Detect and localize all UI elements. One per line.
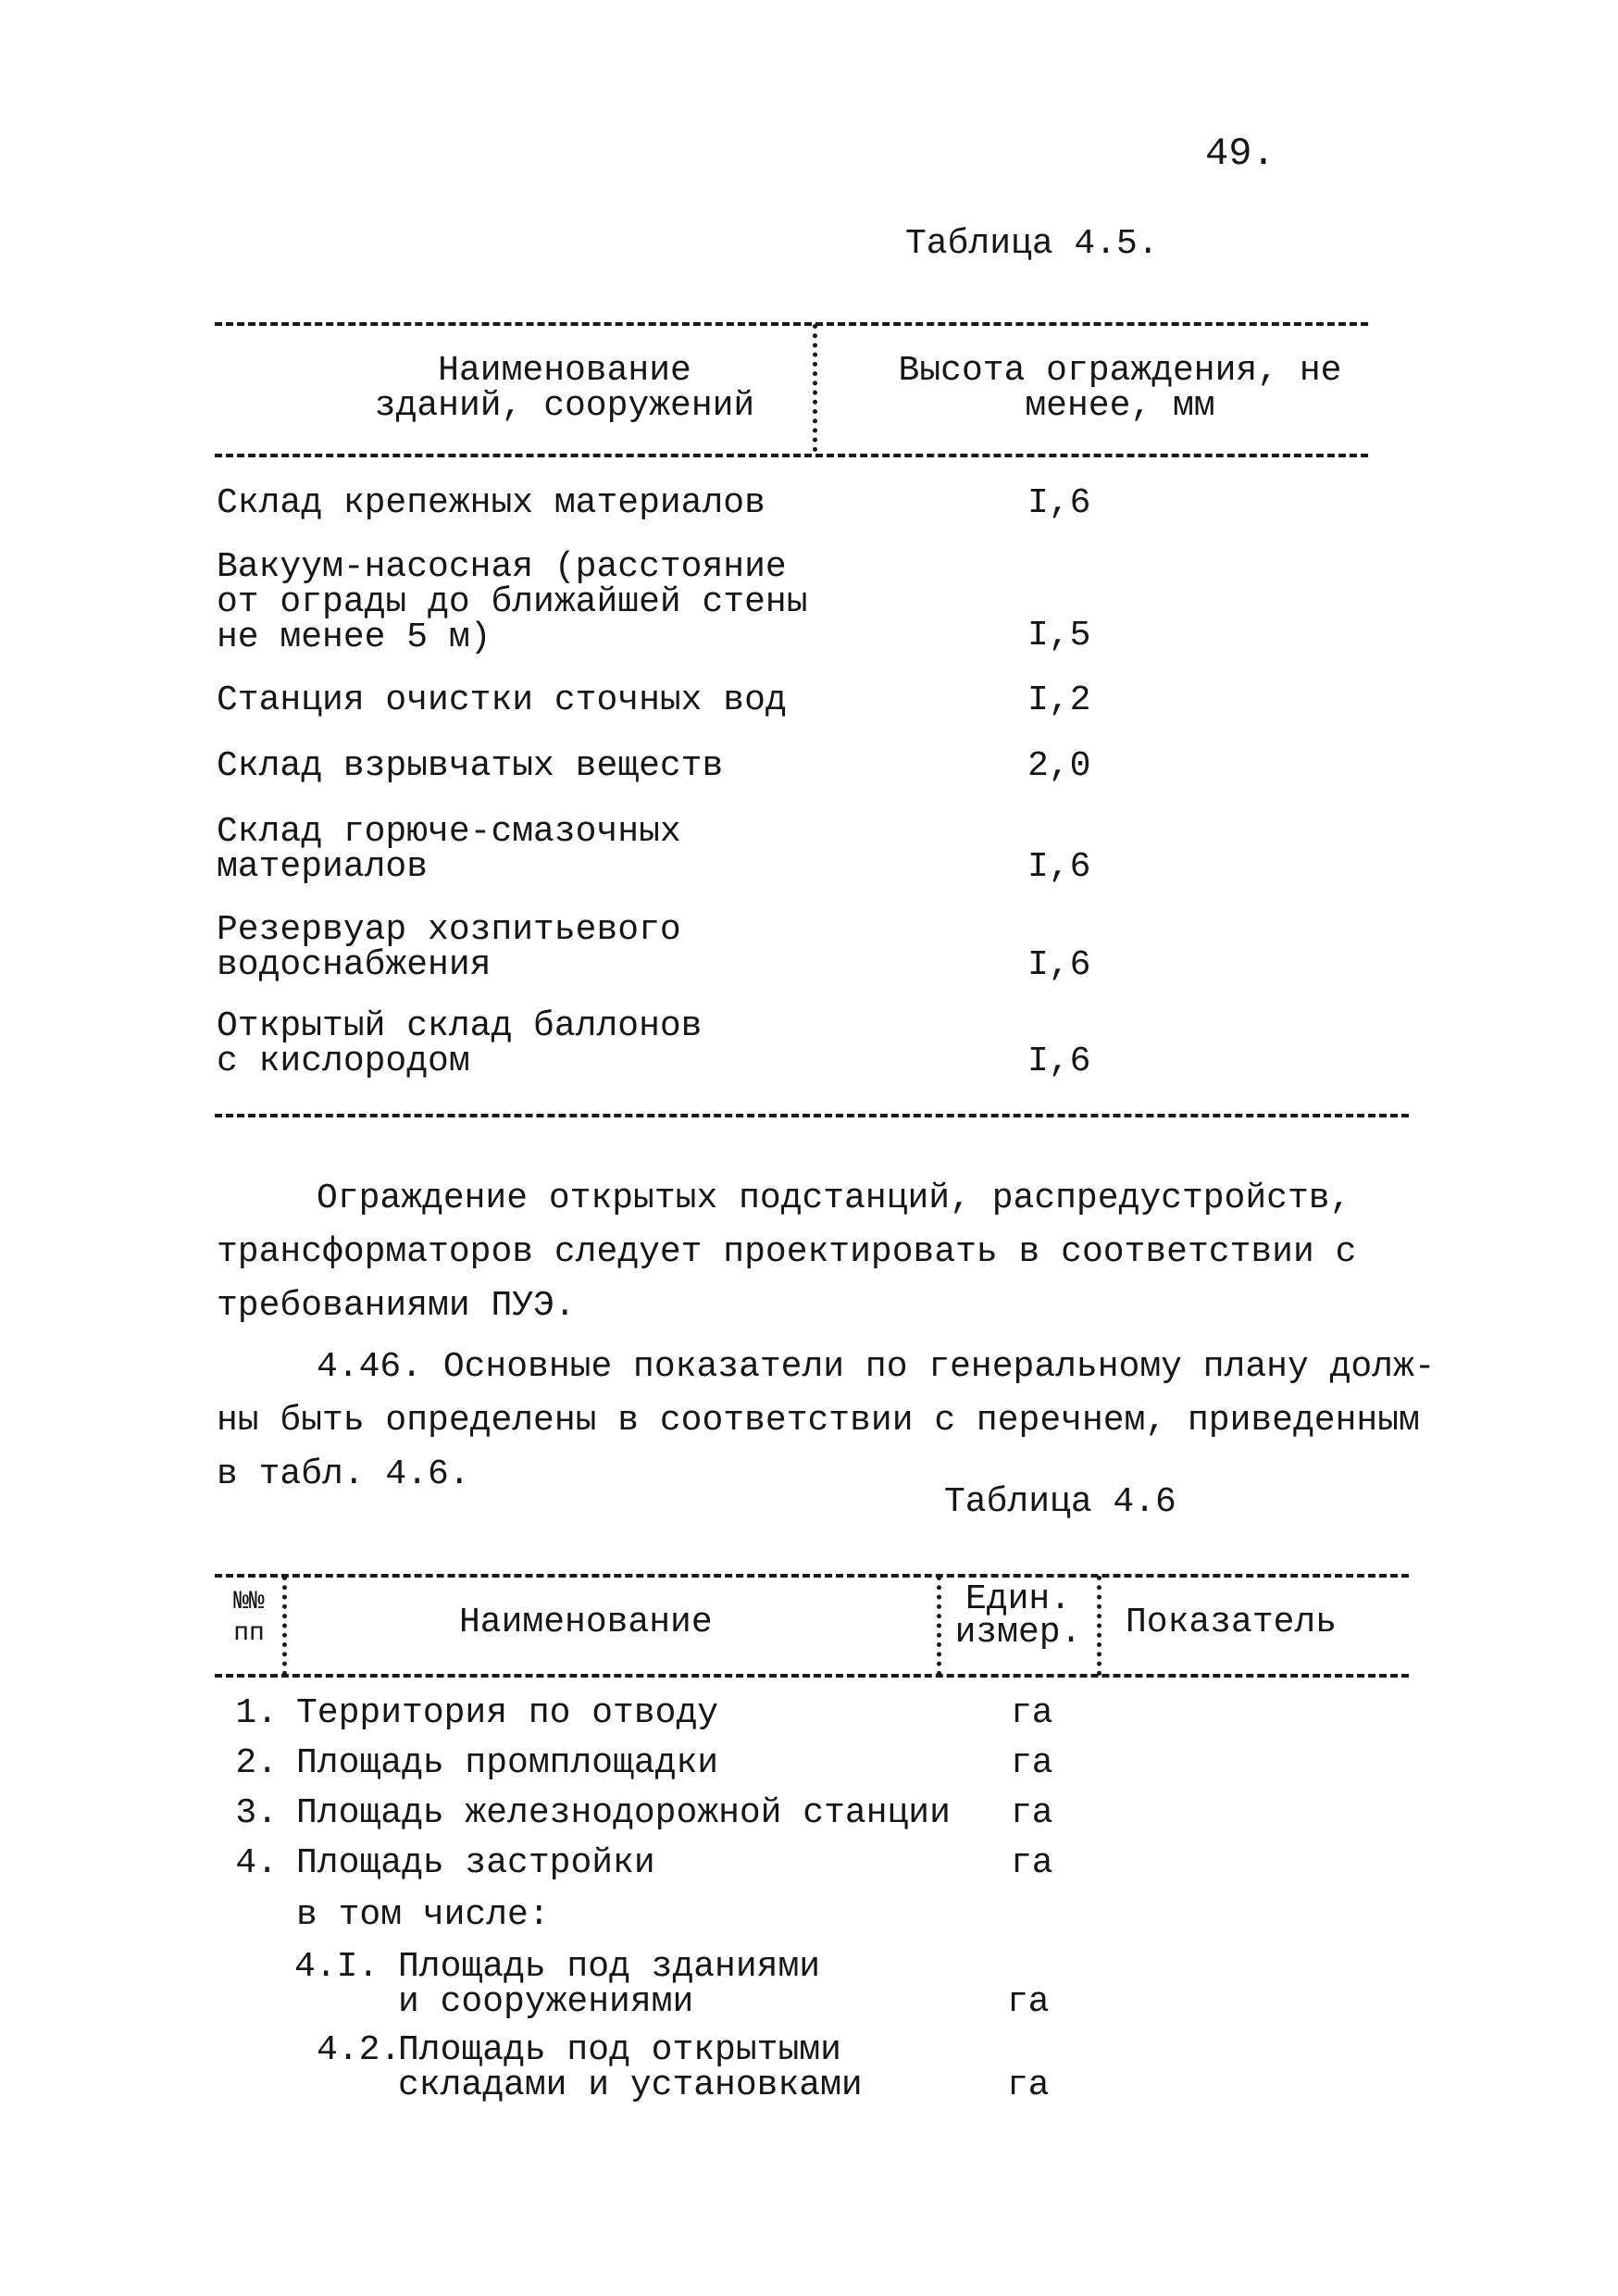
table-row [296,1843,655,1883]
table-4-5-header-rule [215,454,1368,457]
row-name: Площадь под открытыми [398,2030,841,2070]
table-4-6-header-name: Наименование [459,1603,713,1642]
paragraph-line: ны быть определены в соответствии с перечнем, приведенным [217,1401,1420,1441]
table-4-6-header-number [218,1587,280,1650]
paragraph-fencing [217,1172,1356,1333]
table-4-5-header-name [333,351,796,426]
paragraph-4-46 [217,1341,1436,1502]
paragraph-line: 4.46. Основные показатели по генеральному плану долж- [317,1347,1436,1387]
table-4-6-header-value: Показатель [1126,1603,1338,1642]
row-name: от ограды до ближайшей стены [217,582,808,622]
row-name: Площадь под зданиями [398,1947,821,1987]
header-height-line-2: менее, мм [1025,386,1215,426]
row-name: не менее 5 м) [217,618,492,657]
table-row [217,547,808,657]
row-unit: га [1011,1793,1053,1833]
row-number: 4. [235,1843,278,1883]
row-unit: га [1007,2065,1050,2105]
header-name-line-2: зданий, сооружений [374,386,755,426]
table-4-6-top-rule [215,1574,1409,1578]
table-row [398,1947,821,2022]
row-number: 4.2. [317,2030,402,2070]
row-value: I,6 [1027,847,1091,887]
header-number-line-2: пп [233,1619,265,1648]
row-name: Вакуум-насосная (расстояние [217,547,787,587]
table-4-6-separator-3 [1097,1576,1101,1676]
row-name: и сооружениями [398,1982,694,2022]
table-4-6-header-unit [944,1579,1092,1653]
row-name: складами и установками [398,2065,863,2105]
row-unit: га [1011,1843,1053,1883]
table-row [217,483,765,523]
row-name: материалов [217,847,429,887]
table-row [217,910,681,985]
table-row [296,1743,719,1783]
table-row [296,1895,550,1935]
table-4-6-caption: Таблица 4.6 [944,1482,1176,1522]
table-4-5-bottom-rule [215,1114,1409,1117]
paragraph-line: трансформаторов следует проектировать в соответствии с [217,1232,1357,1272]
row-name: водоснабжения [217,945,492,985]
row-name: Открытый склад баллонов [217,1006,703,1046]
row-name: Склад крепежных материалов [217,483,765,523]
row-value: I,5 [1027,616,1091,655]
row-name: Площадь застройки [296,1843,655,1883]
paragraph-line: в табл. 4.6. [217,1454,470,1494]
row-name: Склад горюче-смазочных [217,812,681,852]
table-4-6-separator-2 [937,1576,941,1676]
header-height-line-1: Высота ограждения, не [898,351,1342,391]
page-number: 49. [1205,131,1276,176]
row-name: Станция очистки сточных вод [217,680,787,720]
row-value: I,6 [1027,1042,1091,1081]
row-value: I,6 [1027,483,1091,523]
row-name: Площадь железнодорожной станции [296,1793,951,1833]
row-name: в том числе: [296,1895,550,1935]
table-4-5-caption: Таблица 4.5. [905,224,1159,264]
paragraph-line: Ограждение открытых подстанций, распредустройств, [317,1179,1351,1218]
header-unit-line-2: измер. [954,1613,1082,1653]
table-row [296,1693,719,1733]
table-row [296,1793,951,1833]
row-name: Площадь промплощадки [296,1743,719,1783]
row-value: I,6 [1027,945,1091,985]
row-number: 3. [235,1793,278,1833]
row-unit: га [1011,1743,1053,1783]
table-row [217,812,681,887]
table-4-5-header-height [852,351,1388,426]
row-name: Территория по отводу [296,1693,719,1733]
table-4-5-column-separator [813,324,817,452]
row-name: с кислородом [217,1042,470,1081]
table-4-5-top-rule [215,322,1368,326]
table-row [217,746,724,786]
header-number-line-1: №№ [233,1588,265,1616]
row-name: Склад взрывчатых веществ [217,746,724,786]
table-4-6-separator-1 [282,1576,287,1676]
table-4-6-header-rule [215,1674,1409,1678]
row-number: 4.I. [294,1947,380,1987]
row-number: 1. [235,1693,278,1733]
table-row [217,1006,703,1081]
header-name-line-1: Наименование [438,351,691,391]
table-row [398,2030,863,2105]
row-value: I,2 [1027,680,1091,720]
row-number: 2. [235,1743,278,1783]
row-value: 2,0 [1027,746,1091,786]
row-name: Резервуар хозпитьевого [217,910,681,950]
header-unit-line-1: Един. [965,1579,1072,1619]
row-unit: га [1011,1693,1053,1733]
table-row [217,680,787,720]
row-unit: га [1007,1982,1050,2022]
paragraph-line: требованиями ПУЭ. [217,1286,576,1326]
